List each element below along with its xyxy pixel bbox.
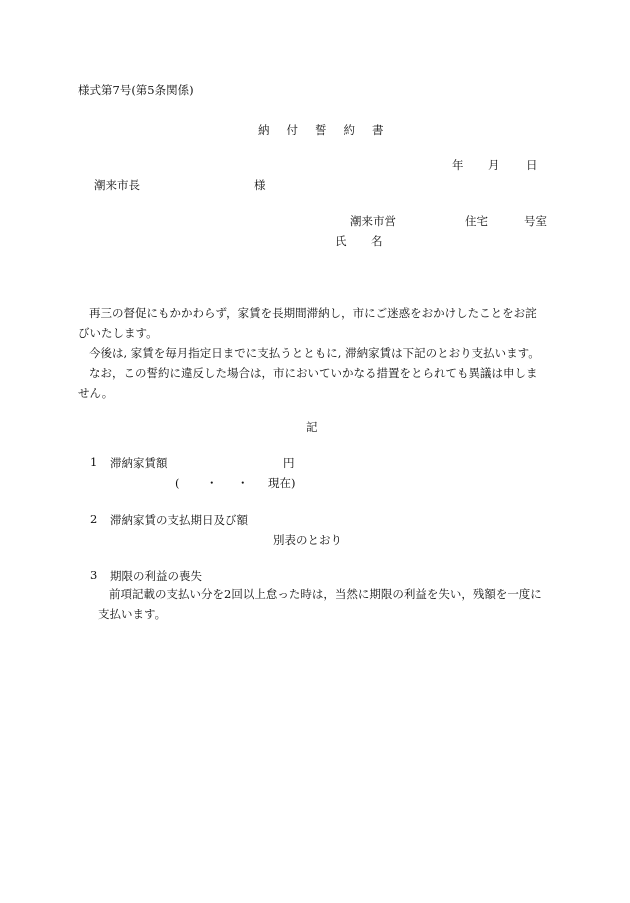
date-day: 日: [526, 158, 538, 172]
item-label: 滞納家賃額: [110, 456, 168, 470]
title-char: 納: [258, 123, 270, 137]
as-of-label: 現在): [268, 476, 296, 490]
honorific: 様: [254, 178, 266, 192]
name-label: [335, 233, 383, 249]
as-of-date: [175, 475, 296, 491]
housing-prefix: 潮来市営: [350, 214, 396, 228]
date-year: 年: [452, 158, 464, 172]
body-text: [78, 303, 548, 403]
paragraph: なお，この誓約に違反した場合は，市においていかなる措置をとられても異議は申しません。: [78, 366, 538, 400]
title-char: 約: [343, 123, 355, 137]
name-label-second: 名: [371, 234, 383, 248]
item-number: 3: [90, 568, 98, 582]
date-row: [452, 157, 538, 173]
title-char: 書: [372, 123, 384, 137]
addressee: 潮来市長: [94, 178, 140, 192]
title-char: 付: [286, 123, 298, 137]
date-dot: ・: [206, 476, 218, 490]
paragraph: 今後は, 家賃を毎月指定日までに支払うとともに, 滞納家賃は下記のとおり支払います。: [89, 346, 540, 360]
paragraph: 再三の督促にもかかわらず，家賃を長期間滞納し，市にご迷惑をおかけしたことをお詫びいたします。: [78, 306, 537, 340]
title-char: 誓: [315, 123, 327, 137]
item-label: 期限の利益の喪失: [110, 569, 202, 583]
item-text: 前項記載の支払い分を2回以上怠った時は，当然に期限の利益を失い，残額を一度に支払います。: [98, 587, 542, 621]
ki-heading: 記: [306, 420, 318, 434]
housing-suffix: 号室: [524, 214, 547, 228]
housing-row: [350, 213, 547, 229]
separate-table-note: 別表のとおり: [273, 533, 342, 547]
yen-unit: 円: [283, 456, 295, 470]
name-label-first: 氏: [335, 234, 347, 248]
item-number: 2: [90, 512, 98, 526]
item-number: 1: [90, 455, 98, 469]
item-label: 滞納家賃の支払期日及び額: [110, 513, 248, 527]
document-title: [258, 122, 384, 138]
form-number: 様式第7号(第5条関係): [78, 83, 194, 97]
date-month: 月: [488, 158, 500, 172]
date-dot: ・: [237, 476, 249, 490]
paren-open: (: [175, 476, 180, 490]
housing-middle: 住宅: [465, 214, 488, 228]
